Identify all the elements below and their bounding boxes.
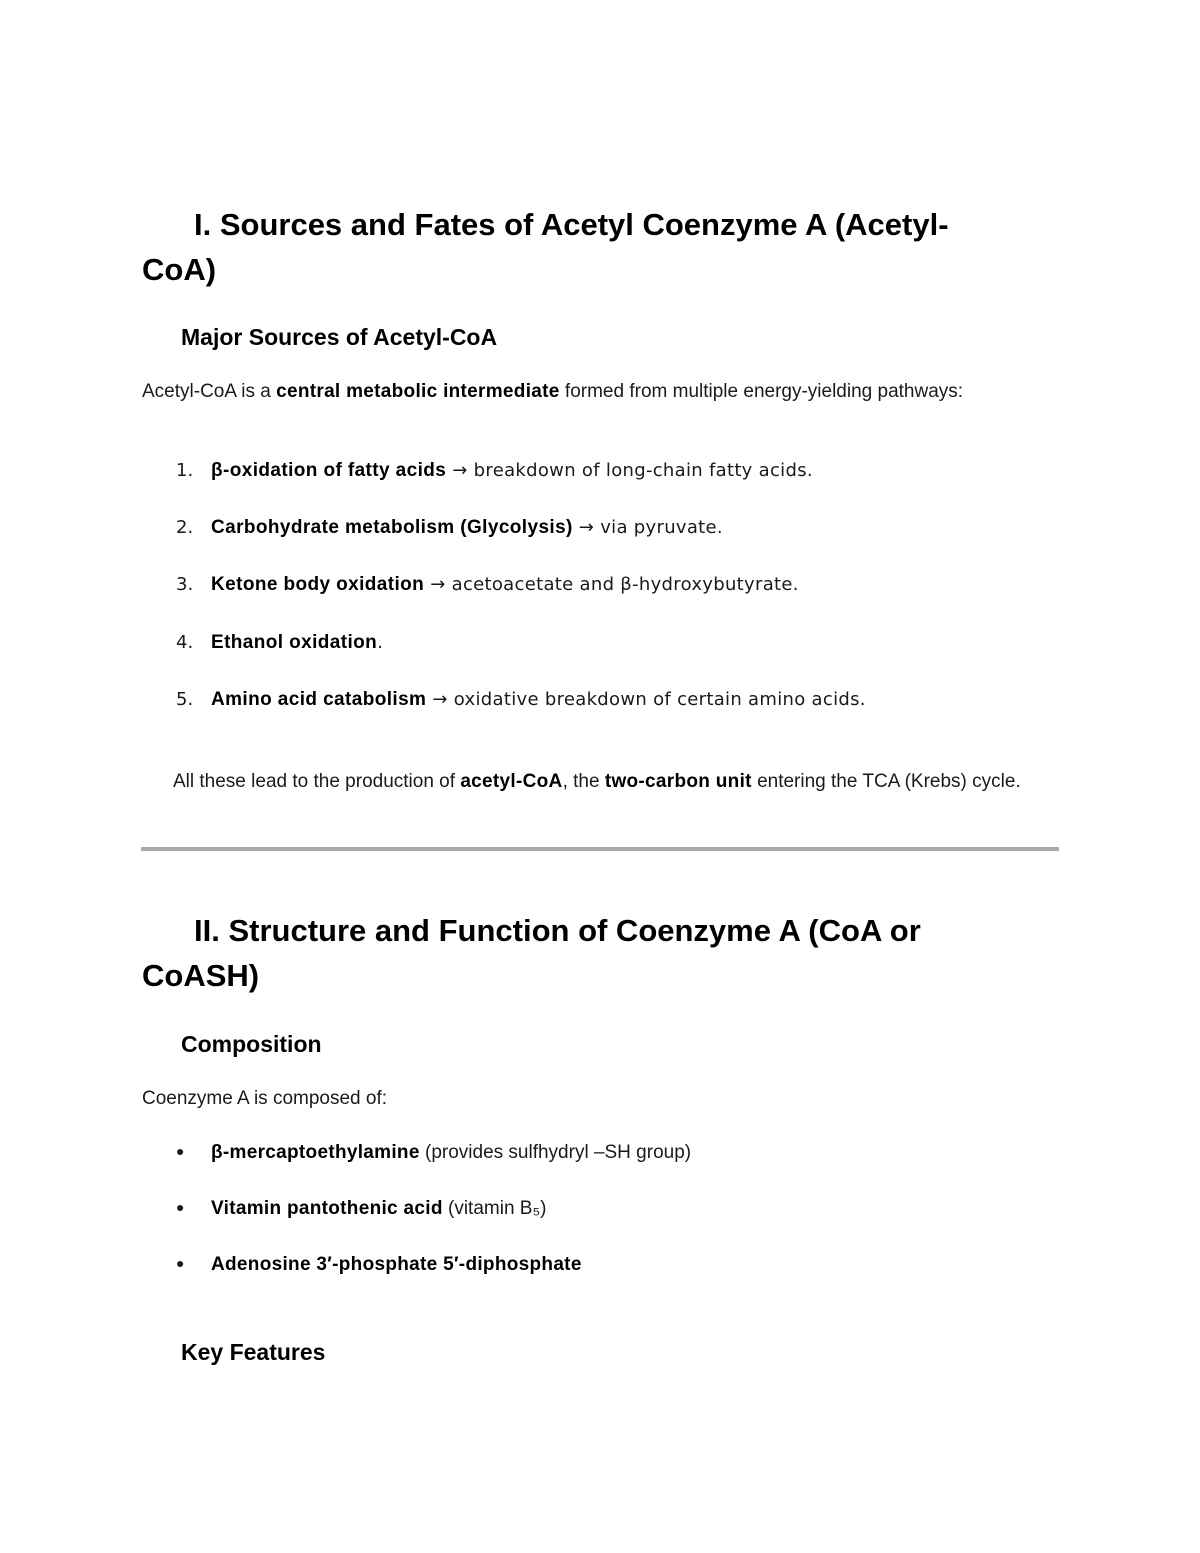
list-item [176, 629, 1036, 657]
summary-bold-2: two-carbon unit [604, 771, 752, 792]
list-description: → via pyruvate. [572, 517, 723, 538]
section-2-heading [142, 908, 1042, 998]
list-term: Amino acid catabolism [211, 689, 427, 710]
list-description: (provides sulfhydryl –SH group) [419, 1142, 692, 1163]
list-term: Ketone body oxidation [211, 574, 425, 595]
list-term: Vitamin pantothenic acid [211, 1198, 443, 1219]
list-term: Ethanol oxidation [211, 632, 378, 653]
key-features-subheading: Key Features [181, 1339, 326, 1365]
list-number: 3. [176, 574, 194, 595]
bullet-icon: ● [176, 1143, 185, 1159]
section-2-heading-line1: II. Structure and Function of Coenzyme A (CoA or [194, 913, 921, 948]
summary-text-3: entering the TCA (Krebs) cycle. [751, 771, 1021, 792]
section-1-heading [142, 202, 1042, 292]
list-description: → acetoacetate and β-hydroxybutyrate. [424, 574, 799, 595]
major-sources-subheading: Major Sources of Acetyl-CoA [181, 324, 498, 350]
list-term: β-oxidation of fatty acids [211, 460, 447, 481]
summary-text-2: , the [562, 771, 605, 792]
list-item [176, 571, 1036, 599]
section-1-heading-line1: I. Sources and Fates of Acetyl Coenzyme A (Acetyl- [194, 207, 949, 242]
section-2-heading-line2: CoASH) [142, 958, 260, 993]
list-number: 4. [176, 632, 194, 653]
list-item [176, 1249, 1036, 1279]
list-description: → oxidative breakdown of certain amino acids. [426, 689, 866, 710]
summary-paragraph [142, 767, 1022, 796]
list-term: Adenosine 3′-phosphate 5′-diphosphate [211, 1254, 582, 1275]
list-number: 5. [176, 689, 194, 710]
section-1-heading-line2: CoA) [142, 252, 217, 287]
list-item [176, 686, 1036, 714]
list-item [176, 514, 1036, 542]
list-item [176, 1193, 1036, 1223]
composition-subheading: Composition [181, 1031, 322, 1057]
list-number: 1. [176, 460, 194, 481]
list-description: . [377, 632, 384, 653]
list-item [176, 457, 1036, 485]
list-term: Carbohydrate metabolism (Glycolysis) [211, 517, 573, 538]
intro-text-1: Acetyl-CoA is a [142, 381, 277, 402]
list-item [176, 1137, 1036, 1167]
list-description: (vitamin B₅) [442, 1198, 547, 1219]
list-description: → breakdown of long-chain fatty acids. [446, 460, 813, 481]
bullet-icon: ● [176, 1199, 185, 1215]
intro-text-2: formed from multiple energy-yielding pathways: [559, 381, 964, 402]
composition-intro: Coenzyme A is composed of: [142, 1088, 388, 1109]
horizontal-divider [141, 847, 1059, 851]
list-number: 2. [176, 517, 194, 538]
list-term: β-mercaptoethylamine [211, 1142, 420, 1163]
summary-bold-1: acetyl-CoA [460, 771, 563, 792]
intro-bold-term: central metabolic intermediate [276, 381, 560, 402]
summary-text-1: All these lead to the production of [173, 771, 461, 792]
bullet-icon: ● [176, 1255, 185, 1271]
acetyl-coa-intro-paragraph [142, 377, 1022, 406]
